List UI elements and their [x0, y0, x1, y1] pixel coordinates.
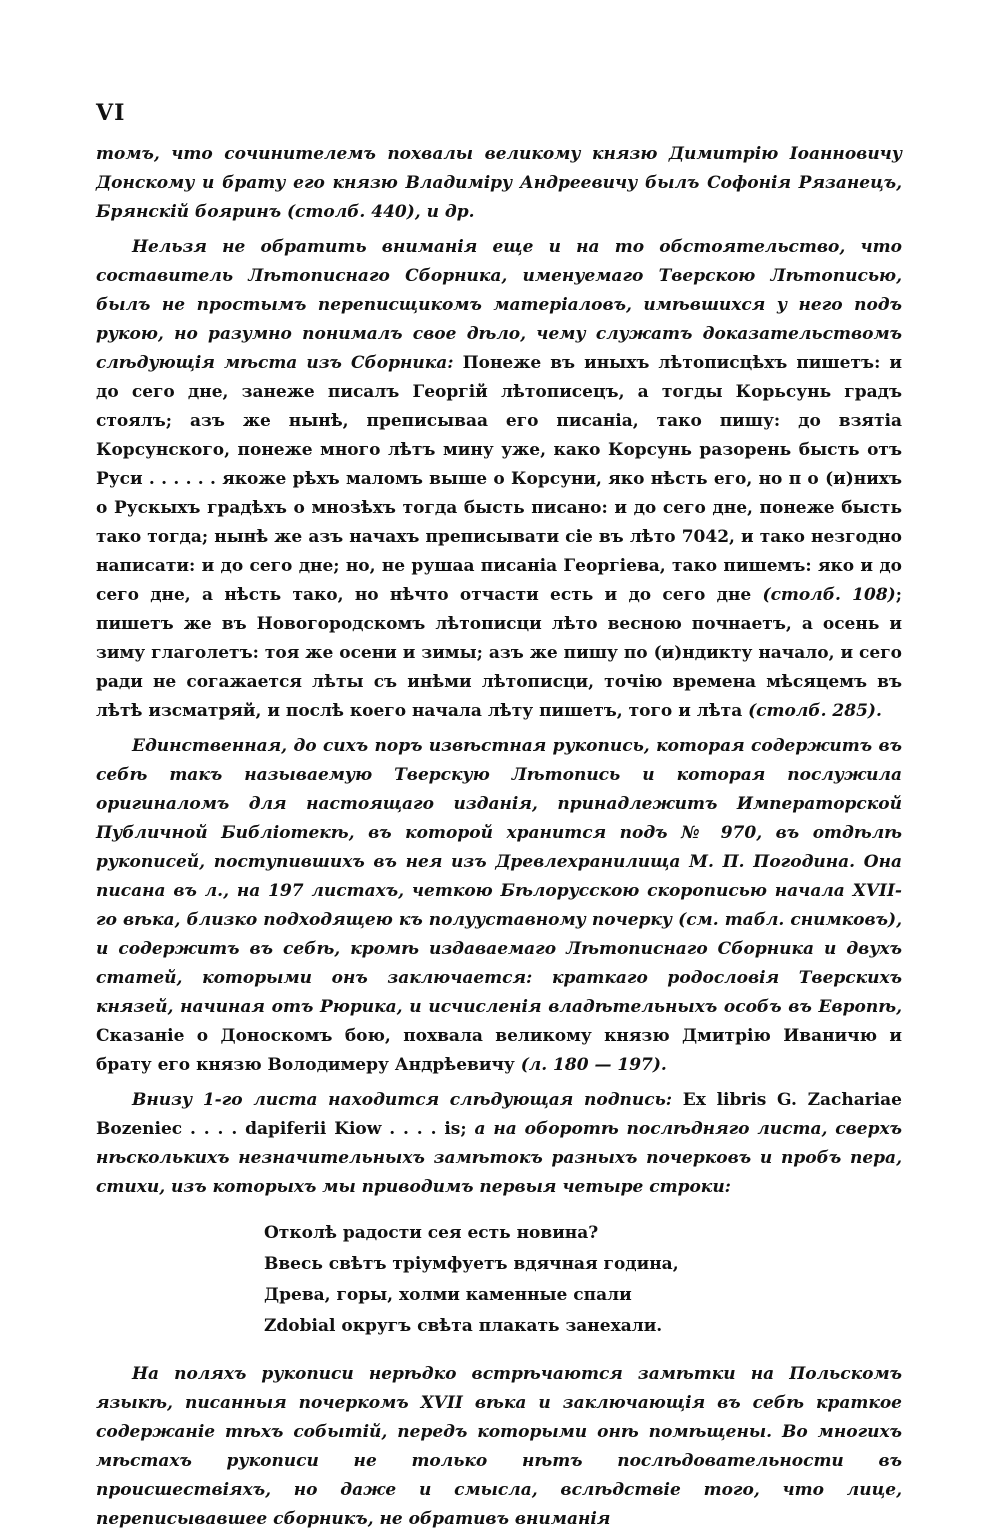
text-segment: Ex libris G. Zachariae Bozeniec . . . . dapiferii Kiow . . . . is; — [96, 1090, 902, 1139]
verse-line: Древа, горы, холми каменные спали — [264, 1285, 632, 1305]
paragraph — [96, 140, 902, 227]
page-number: VI — [96, 100, 126, 126]
paragraph — [96, 1086, 902, 1202]
italic-text-segment: а на оборотѣ послѣдняго листа, сверхъ нѣсколькихъ незначительныхъ замѣтокъ разныхъ почерковъ и пробъ пера, стихи, изъ которыхъ мы приводимъ первыя четыре строки: — [96, 1119, 902, 1197]
italic-text-segment: (л. 180 — 197). — [520, 1055, 667, 1075]
italic-text-segment: (столб. 285). — [748, 701, 882, 721]
closing-paragraph — [96, 1360, 902, 1534]
verse-block — [264, 1218, 902, 1342]
verse-line: Zdobial округъ свѣта плакать занехали. — [264, 1316, 663, 1336]
paragraph — [96, 233, 902, 726]
text-segment: ; пишетъ же въ Новогородскомъ лѣтописци лѣто весною почнаетъ, а осень и зиму глаголетъ: тоя же осени и зимы; азъ же пишу по (и)ндикту начало, и сего ради не согажается лѣты съ инѣми лѣтописци, точію времена мѣсяцемъ въ лѣтѣ изсматряй, и послѣ коего начала лѣту пишетъ, того и лѣта — [96, 585, 902, 721]
paragraph — [96, 732, 902, 1080]
closing-paragraph-container — [96, 1360, 902, 1534]
paragraphs — [96, 140, 902, 1202]
verse-line: Ввесь свѣтъ тріумфуетъ вдячная година, — [264, 1254, 679, 1274]
verse-line: Отколѣ радости сея есть новина? — [264, 1223, 599, 1243]
italic-text-segment: Нельзя не обратить вниманія еще и на то обстоятельство, что составитель Лѣтописнаго Сборника, именуемаго Тверскою Лѣтописью, былъ не простымъ переписщикомъ матеріаловъ, имѣвшихся у него подъ рукою, но разумно понималъ свое дѣло, чему служатъ доказательствомъ слѣдующія мѣста изъ Сборника: — [96, 237, 902, 373]
body-text — [96, 140, 902, 1540]
italic-text-segment: (столб. 108) — [762, 585, 896, 605]
italic-text-segment: Единственная, до сихъ поръ извѣстная рукопись, которая содержитъ въ себѣ такъ называемую Тверскую Лѣтопись и которая послужила оригиналомъ для настоящаго изданія, принадлежитъ Императорской Публичной Библіотекѣ, въ которой хранится подъ № 970, въ отдѣлѣ рукописей, поступившихъ въ нея изъ Древлехранилища М. П. Погодина. Она писана въ л., на 197 листахъ, четкою Бѣлорусскою скорописью начала XVII-го вѣка, близко подходящею къ полууставному почерку (см. табл. снимковъ), и содержитъ въ себѣ, кромѣ издаваемаго Лѣтописнаго Сборника и двухъ статей, которыми онъ заключается: краткаго родословія Тверскихъ князей, начиная отъ Рюрика, и исчисленія владѣтельныхъ особъ въ Европѣ, — [96, 736, 902, 1017]
italic-text-segment: На поляхъ рукописи нерѣдко встрѣчаются замѣтки на Польскомъ языкѣ, писанныя почеркомъ XVII вѣка и заключающія въ себѣ краткое содержаніе тѣхъ событій, передъ которыми онѣ помѣщены. Во многихъ мѣстахъ рукописи не только нѣтъ послѣдовательности въ происшествіяхъ, но даже и смысла, вслѣдствіе того, что лице, переписывавшее сборникъ, не обративъ вниманія — [96, 1364, 902, 1529]
italic-text-segment: Внизу 1-го листа находится слѣдующая подпись: — [132, 1090, 683, 1110]
text-segment: Понеже въ иныхъ лѣтописцѣхъ пишетъ: и до сего дне, занеже писалъ Георгій лѣтописецъ, а тогды Корьсунь градъ стоялъ; азъ же нынѣ, преписываа его писаніа, тако пишу: до взятіа Корсунского, понеже много лѣтъ мину уже, како Корсунь разорень бысть отъ Руси . . . . . . якоже рѣхъ маломъ выше о Корсуни, яко нѣсть его, но п о (и)нихъ о Рускыхъ градѣхъ о мнозѣхъ тогда бысть писано: и до сего дне, понеже бысть тако тогда; нынѣ же азъ начахъ преписывати сіе въ лѣто 7042, и тако незгодно написати: и до сего дне; но, не рушаа писаніа Георгіева, тако пишемъ: яко и до сего дне, а нѣсть тако, но нѣчто отчасти есть и до сего дне — [96, 353, 902, 605]
text-segment: Сказаніе о Доноскомъ бою, похвала великому князю Дмитрію Иваничю и брату его князю Володимеру Андрѣевичу — [96, 1026, 902, 1075]
italic-text-segment: томъ, что сочинителемъ похвалы великому князю Димитрію Іоанновичу Донскому и брату его князю Владиміру Андреевичу былъ Софонія Рязанецъ, Брянскій бояринъ (столб. 440), и др. — [96, 144, 902, 222]
